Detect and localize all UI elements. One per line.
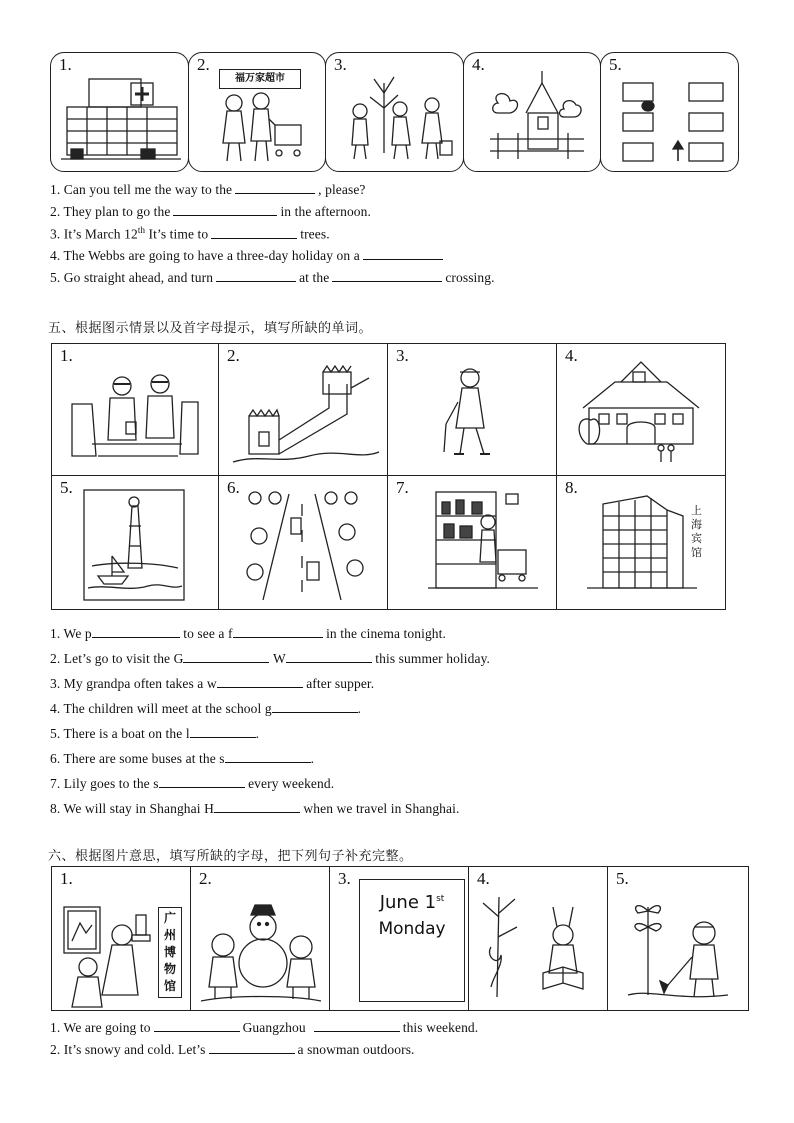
sentence-6-1: 1. We are going to Guangzhou this weekend.	[50, 1020, 479, 1035]
sentence-4-1: 1. Can you tell me the way to the , please?	[50, 182, 366, 197]
picture-cell-5: 5.	[608, 867, 748, 1010]
animals-tree-book-icon	[469, 867, 607, 1010]
section-5-picture-grid	[51, 343, 726, 610]
picture-cell-1: 1. 广州博物馆	[52, 867, 191, 1010]
picture-number: 1.	[59, 55, 72, 74]
lake-boat-icon	[52, 476, 218, 609]
sentence-4-4: 4. The Webbs are going to have a three-day holiday on a	[50, 247, 446, 264]
sentence-5-5: 5. There is a boat on the l .	[50, 726, 260, 741]
shoppers-icon	[189, 53, 325, 171]
sentence-4-3: 3. It’s March 12th It’s time to trees.	[50, 225, 330, 242]
supermarket-sign: 福万家超市	[219, 69, 301, 89]
picture-number: 4.	[472, 55, 485, 74]
picture-number: 2.	[197, 55, 210, 74]
answer-blank[interactable]	[209, 1041, 295, 1054]
picture-box-3	[325, 52, 464, 172]
picture-cell-6: 6.	[219, 476, 388, 609]
old-man-walking-icon	[388, 344, 556, 475]
sentence-4-2: 2. They plan to go the in the afternoon.	[50, 204, 371, 219]
answer-blank[interactable]	[159, 775, 245, 788]
picture-cell-4: 4.	[557, 344, 725, 476]
answer-blank[interactable]	[154, 1019, 240, 1032]
supermarket-shelf-icon	[388, 476, 556, 609]
picture-cell-1: 1.	[52, 344, 219, 476]
picture-cell-8: 8. 上海宾馆	[557, 476, 725, 609]
answer-blank[interactable]	[314, 1019, 400, 1032]
picture-cell-4: 4.	[469, 867, 608, 1010]
museum-sign: 广州博物馆	[158, 907, 182, 998]
picture-box-1	[50, 52, 189, 172]
sentence-6-2: 2. It’s snowy and cold. Let’s a snowman outdoors.	[50, 1042, 415, 1057]
answer-blank[interactable]	[286, 650, 372, 663]
section-6-heading: 六、根据图片意思，填写所缺的字母，把下列句子补充完整。	[48, 849, 413, 864]
street-map-icon	[601, 53, 738, 171]
calendar-day: Monday	[378, 919, 446, 939]
answer-blank[interactable]	[216, 269, 296, 282]
calendar-date: June 1st	[379, 892, 445, 913]
answer-blank[interactable]	[363, 247, 443, 260]
bus-station-road-icon	[219, 476, 387, 609]
sentence-5-3: 3. My grandpa often takes a w after supper.	[50, 676, 375, 691]
sentence-5-4: 4. The children will meet at the school g .	[50, 701, 362, 716]
picture-cell-5: 5.	[52, 476, 219, 609]
great-wall-icon	[219, 344, 387, 475]
planting-tree-icon	[608, 867, 748, 1010]
answer-blank[interactable]	[214, 800, 300, 813]
picture-cell-7: 7.	[388, 476, 557, 609]
answer-blank[interactable]	[173, 203, 277, 216]
school-icon	[557, 344, 725, 475]
picture-cell-3: 3. June 1st Monday	[330, 867, 469, 1010]
answer-blank[interactable]	[183, 650, 269, 663]
sentence-5-7: 7. Lily goes to the s every weekend.	[50, 776, 335, 791]
snowman-kids-icon	[191, 867, 329, 1010]
answer-blank[interactable]	[272, 700, 358, 713]
answer-blank[interactable]	[233, 625, 323, 638]
calendar-page	[359, 879, 465, 1002]
picture-box-4	[463, 52, 601, 172]
sentence-5-6: 6. There are some buses at the s .	[50, 751, 315, 766]
hospital-icon	[51, 53, 188, 171]
answer-blank[interactable]	[190, 725, 256, 738]
picture-box-2	[188, 52, 326, 172]
picture-number: 3.	[334, 55, 347, 74]
sentence-5-8: 8. We will stay in Shanghai H when we travel in Shanghai.	[50, 801, 460, 816]
planting-trees-icon	[326, 53, 463, 171]
section-6-picture-row	[51, 866, 749, 1011]
answer-blank[interactable]	[217, 675, 303, 688]
picture-cell-2: 2.	[191, 867, 330, 1010]
farm-icon	[464, 53, 600, 171]
picture-box-5	[600, 52, 739, 172]
sentence-5-1: 1. We p to see a f in the cinema tonight.	[50, 626, 446, 641]
answer-blank[interactable]	[225, 750, 311, 763]
answer-blank[interactable]	[332, 269, 442, 282]
sentence-4-5: 5. Go straight ahead, and turn at the crossing.	[50, 270, 495, 285]
sentence-5-2: 2. Let’s go to visit the G W this summer holiday.	[50, 651, 491, 666]
picture-number: 5.	[609, 55, 622, 74]
section-5-heading: 五、根据图示情景以及首字母提示，填写所缺的单词。	[48, 321, 373, 336]
answer-blank[interactable]	[92, 625, 180, 638]
hotel-sign: 上海宾馆	[691, 504, 702, 559]
picture-cell-3: 3.	[388, 344, 557, 476]
picture-cell-2: 2.	[219, 344, 388, 476]
cinema-audience-icon	[52, 344, 218, 475]
answer-blank[interactable]	[211, 226, 297, 239]
answer-blank[interactable]	[235, 181, 315, 194]
